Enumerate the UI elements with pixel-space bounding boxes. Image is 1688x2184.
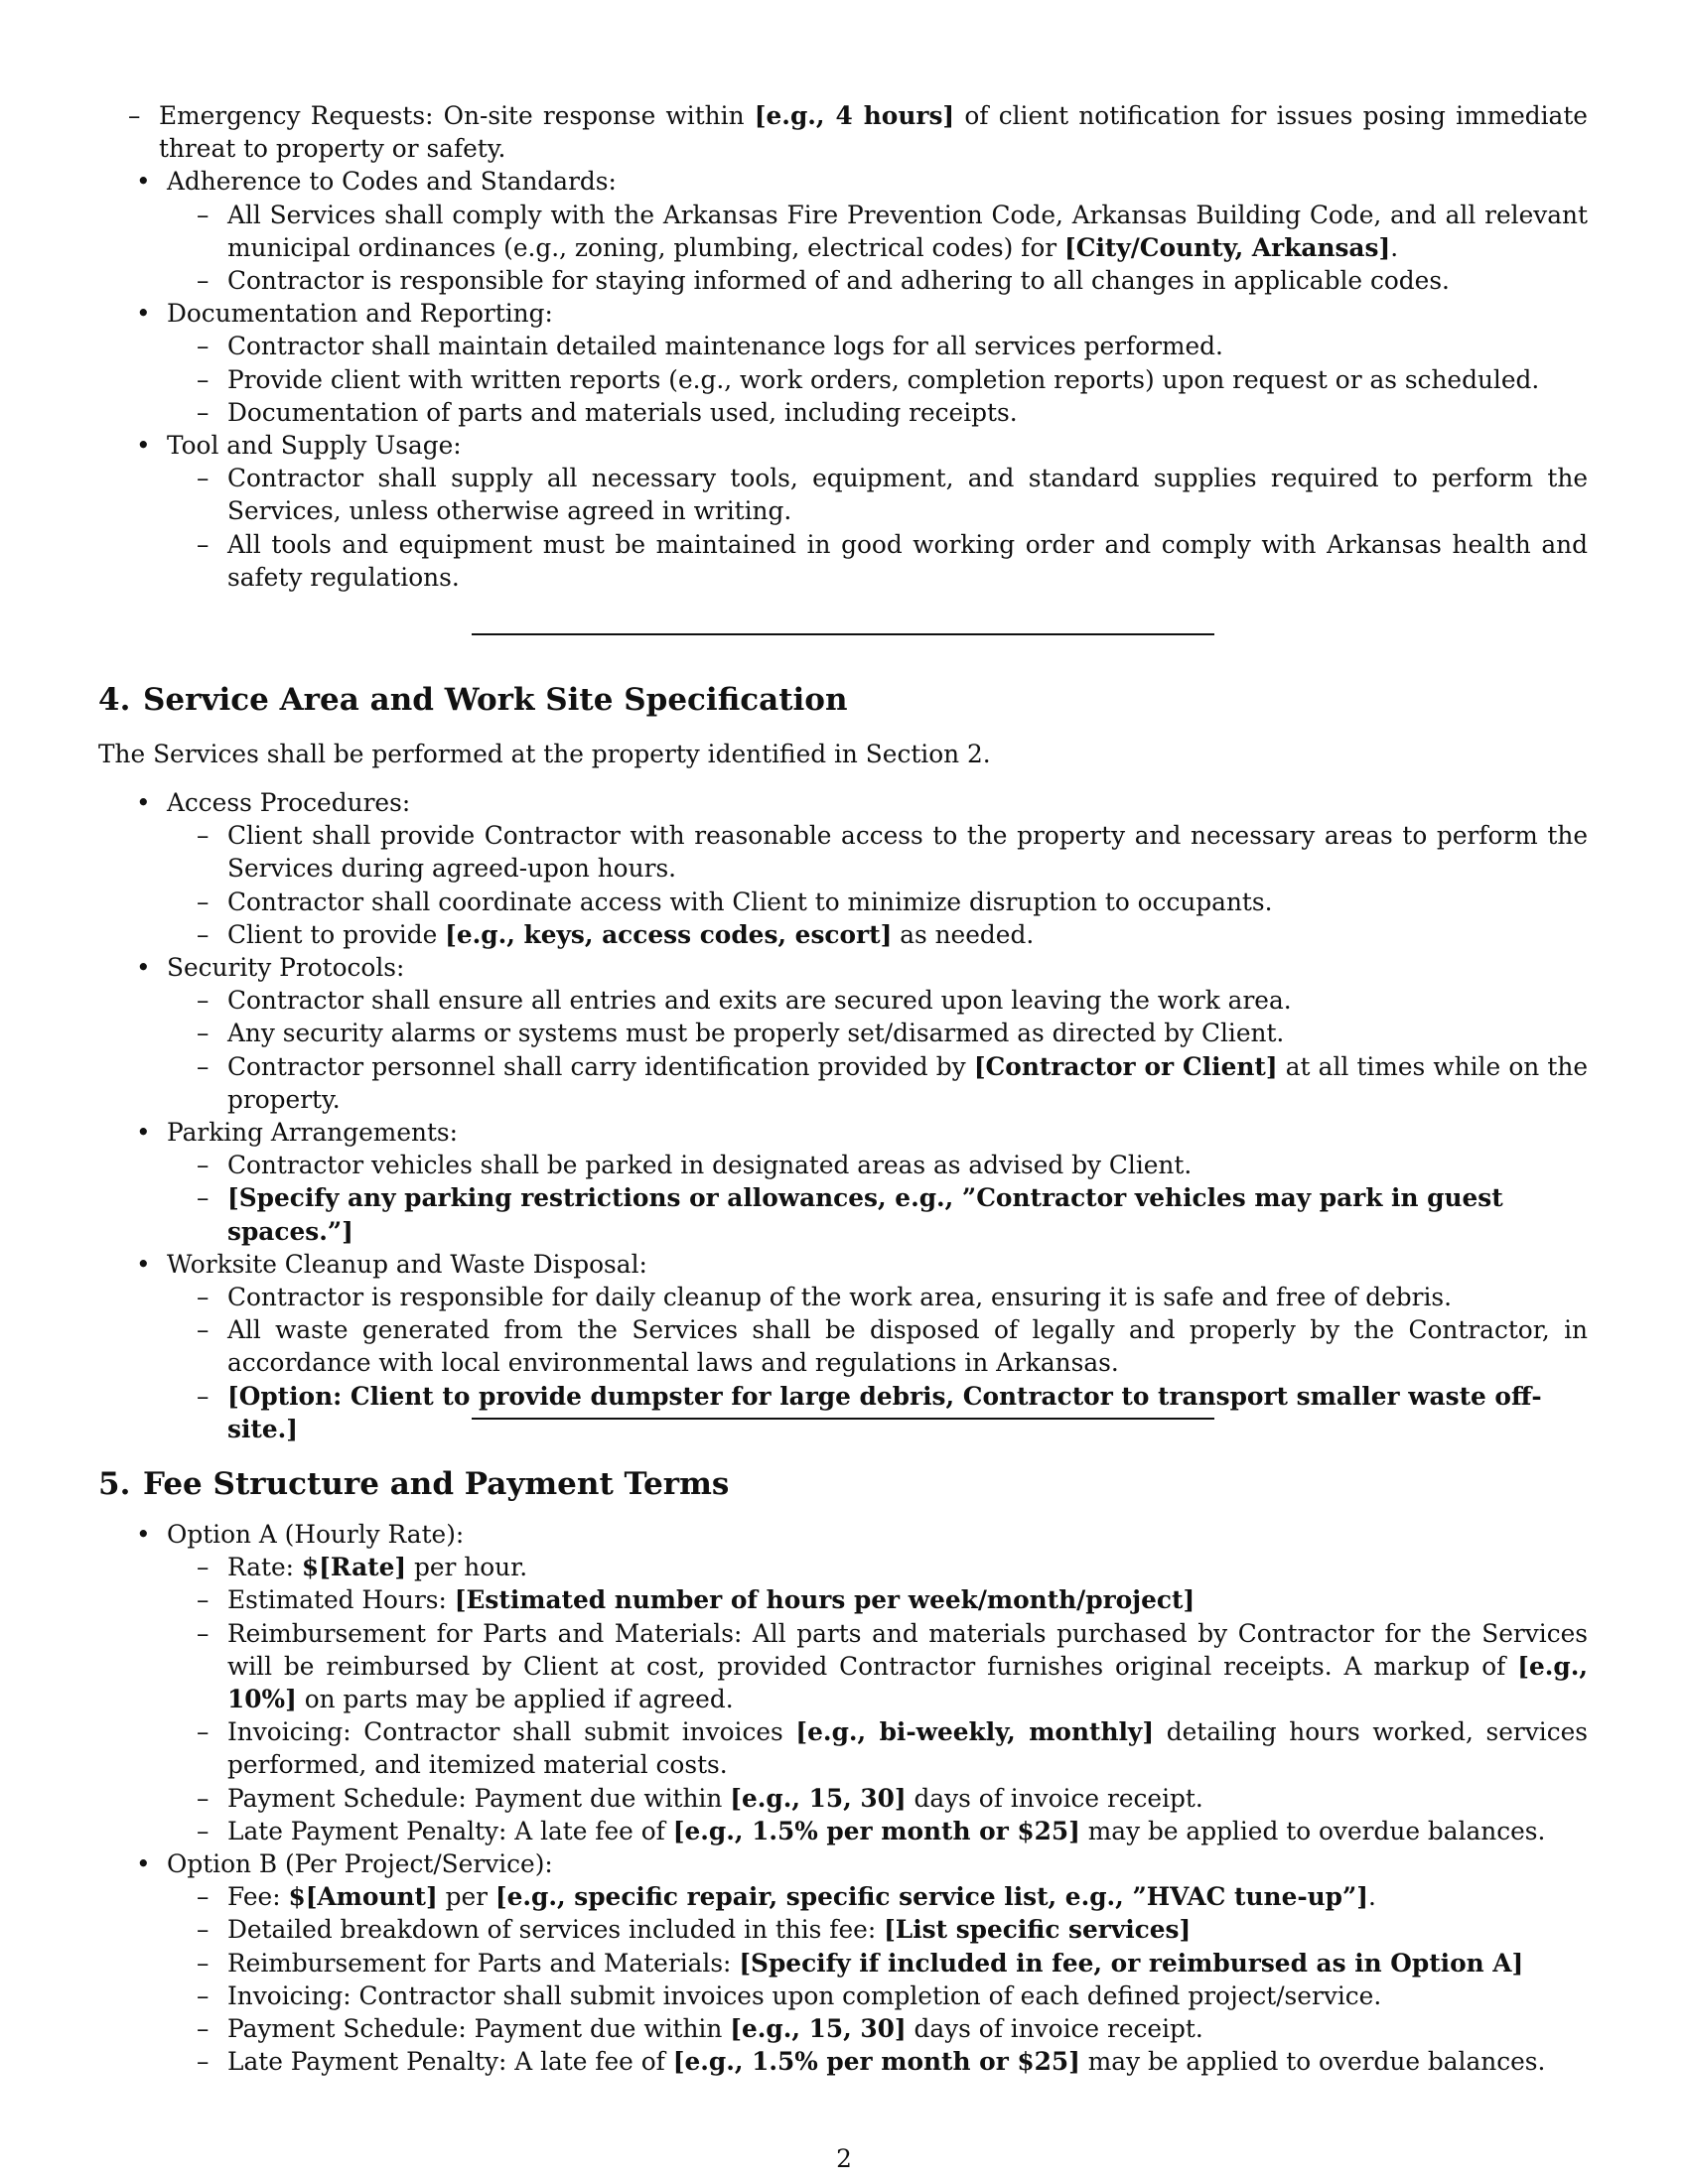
list-item: – Contractor shall supply all necessary tools, equipment, and standard supplies required to perform the Services, unless otherwise agreed in writing. (167, 462, 1588, 527)
list-item: – Detailed breakdown of services included in this fee: [List specific services] (167, 1913, 1588, 1946)
list-item: – Any security alarms or systems must be properly set/disarmed as directed by Client. (167, 1017, 1588, 1049)
list-section-4 (98, 786, 1588, 1445)
list-item-parking: • Parking Arrangements: – Contractor vehicles shall be parked in designated areas as advised by Client. – [Specify any parking restrictions or allowances, e.g., ”Contractor vehicles may park in guest spaces.”] (98, 1116, 1588, 1248)
section-divider (472, 1418, 1214, 1420)
list-item: – [Specify any parking restrictions or allowances, e.g., ”Contractor vehicles may park in guest spaces.”] (167, 1181, 1588, 1247)
list-item: – Contractor personnel shall carry identification provided by [Contractor or Client] at all times while on the property. (167, 1050, 1588, 1116)
list-item-documentation: • Documentation and Reporting: – Contractor shall maintain detailed maintenance logs for all services performed. – Provide client with written reports (e.g., work orders, completion reports) upon request or as scheduled. – Documentation of parts and materials used, including receipts. (98, 297, 1588, 429)
section-3-continuation (98, 99, 1588, 594)
list-item: – Contractor vehicles shall be parked in designated areas as advised by Client. (167, 1149, 1588, 1181)
list-item-security: • Security Protocols: – Contractor shall ensure all entries and exits are secured upon leaving the work area. – Any security alarms or systems must be properly set/disarmed as directed by Client. – Contractor personnel shall carry identification provided by [Contractor or Client] at all times while on the property. (98, 951, 1588, 1116)
list-item: – Documentation of parts and materials used, including receipts. (167, 396, 1588, 429)
list-item: – Invoicing: Contractor shall submit invoices upon completion of each defined project/service. (167, 1979, 1588, 2012)
list-item: – Late Payment Penalty: A late fee of [e.g., 1.5% per month or $25] may be applied to overdue balances. (167, 2045, 1588, 2078)
page-number: 2 (836, 2144, 852, 2173)
list-item: – Invoicing: Contractor shall submit invoices [e.g., bi-weekly, monthly] detailing hours worked, services performed, and itemized material costs. (167, 1715, 1588, 1781)
list-item: – Rate: $[Rate] per hour. (167, 1551, 1588, 1583)
list-item: – Reimbursement for Parts and Materials: All parts and materials purchased by Contractor for the Services will be reimbursed by Client at cost, provided Contractor furnishes original receipts. A markup of [e.g., 10%] on parts may be applied if agreed. (167, 1617, 1588, 1716)
sublist-cleanup (167, 1281, 1588, 1445)
list-item: – Contractor is responsible for daily cleanup of the work area, ensuring it is safe and free of debris. (167, 1281, 1588, 1313)
list-item: – Client shall provide Contractor with reasonable access to the property and necessary areas to perform the Services during agreed-upon hours. (167, 819, 1588, 885)
list-item: – Reimbursement for Parts and Materials: [Specify if included in fee, or reimbursed as in Option A] (167, 1947, 1588, 1979)
list-section-5 (98, 1518, 1588, 2078)
list-item: – Provide client with written reports (e.g., work orders, completion reports) upon request or as scheduled. (167, 363, 1588, 396)
list-item: – Payment Schedule: Payment due within [e.g., 15, 30] days of invoice receipt. (167, 1782, 1588, 1815)
list-item: – Contractor shall ensure all entries and exits are secured upon leaving the work area. (167, 984, 1588, 1017)
section-4-list-container (98, 786, 1588, 1445)
sublist-response (98, 99, 1588, 165)
list-item-option-a: • Option A (Hourly Rate): – Rate: $[Rate] per hour. – Estimated Hours: [Estimated number of hours per week/month/project] – Reimbursement for Parts and Materials: All parts and materials purchased by Contractor for the Services will be reimbursed by Client at cost, provided Contractor furnishes original receipts. A markup of [e.g., 10%] on parts may be applied if agreed. – Invoicing: Contractor shall submit invoices [e.g., bi-weekly, monthly] detailing hours worked, services performed, and itemized material costs. – Payment Schedule: Payment due within [e.g., 15, 30] days of invoice receipt. – Late Payment Penalty: A late fee of [e.g., 1.5% per month or $25] may be applied to overdue balances. (98, 1518, 1588, 1847)
sublist-tools (167, 462, 1588, 594)
sublist-codes (167, 199, 1588, 298)
section-divider (472, 633, 1214, 635)
list-item-option-b: • Option B (Per Project/Service): – Fee: $[Amount] per [e.g., specific repair, specific service list, e.g., ”HVAC tune-up”]. – Detailed breakdown of services included in this fee: [List specific services] – Reimbursement for Parts and Materials: [Specify if included in fee, or reimbursed as in Option A] – Invoicing: Contractor shall submit invoices upon completion of each defined project/service. – Payment Schedule: Payment due within [e.g., 15, 30] days of invoice receipt. – Late Payment Penalty: A late fee of [e.g., 1.5% per month or $25] may be applied to overdue balances. (98, 1847, 1588, 2078)
list-item: – All tools and equipment must be maintained in good working order and comply with Arkansas health and safety regulations. (167, 528, 1588, 594)
sublist-access (167, 819, 1588, 951)
section-4-intro: The Services shall be performed at the property identified in Section 2. (98, 740, 991, 768)
sublist-parking (167, 1149, 1588, 1248)
list-item: – Contractor shall maintain detailed maintenance logs for all services performed. (167, 330, 1588, 362)
list-item: – Contractor shall coordinate access with Client to minimize disruption to occupants. (167, 886, 1588, 918)
sublist-option-b (167, 1880, 1588, 2078)
list-item: – [Option: Client to provide dumpster for large debris, Contractor to transport smaller waste off-site.] (167, 1380, 1588, 1445)
list-item: – Contractor is responsible for staying informed of and adhering to all changes in applicable codes. (167, 264, 1588, 297)
list-item: – Payment Schedule: Payment due within [e.g., 15, 30] days of invoice receipt. (167, 2012, 1588, 2045)
sublist-documentation (167, 330, 1588, 429)
list-item-access: • Access Procedures: – Client shall provide Contractor with reasonable access to the property and necessary areas to perform the Services during agreed-upon hours. – Contractor shall coordinate access with Client to minimize disruption to occupants. – Client to provide [e.g., keys, access codes, escort] as needed. (98, 786, 1588, 951)
section-4-heading: 4. Service Area and Work Site Specification (98, 682, 848, 718)
list-item: – All waste generated from the Services shall be disposed of legally and properly by the Contractor, in accordance with local environmental laws and regulations in Arkansas. (167, 1313, 1588, 1379)
list-item-codes: • Adherence to Codes and Standards: – All Services shall comply with the Arkansas Fire Prevention Code, Arkansas Building Code, and all relevant municipal ordinances (e.g., zoning, plumbing, electrical codes) for [City/County, Arkansas]. – Contractor is responsible for staying informed of and adhering to all changes in applicable codes. (98, 165, 1588, 297)
list-item-cleanup: • Worksite Cleanup and Waste Disposal: – Contractor is responsible for daily cleanup of the work area, ensuring it is safe and free of debris. – All waste generated from the Services shall be disposed of legally and properly by the Contractor, in accordance with local environmental laws and regulations in Arkansas. – [Option: Client to provide dumpster for large debris, Contractor to transport smaller waste off-site.] (98, 1248, 1588, 1445)
list-item: – All Services shall comply with the Arkansas Fire Prevention Code, Arkansas Building Code, and all relevant municipal ordinances (e.g., zoning, plumbing, electrical codes) for [City/County, Arkansas]. (167, 199, 1588, 264)
list-item: – Fee: $[Amount] per [e.g., specific repair, specific service list, e.g., ”HVAC tune-up”]. (167, 1880, 1588, 1913)
section-5-heading: 5. Fee Structure and Payment Terms (98, 1466, 730, 1502)
list-item-emergency: – Emergency Requests: On-site response within [e.g., 4 hours] of client notification for issues posing immediate threat to property or safety. (98, 99, 1588, 165)
list-section-3 (98, 165, 1588, 594)
section-5-list-container (98, 1518, 1588, 2078)
list-item: – Late Payment Penalty: A late fee of [e.g., 1.5% per month or $25] may be applied to overdue balances. (167, 1815, 1588, 1847)
sublist-option-a (167, 1551, 1588, 1847)
list-item: – Client to provide [e.g., keys, access codes, escort] as needed. (167, 918, 1588, 951)
list-item: – Estimated Hours: [Estimated number of hours per week/month/project] (167, 1583, 1588, 1616)
sublist-security (167, 984, 1588, 1116)
list-item-tools: • Tool and Supply Usage: – Contractor shall supply all necessary tools, equipment, and standard supplies required to perform the Services, unless otherwise agreed in writing. – All tools and equipment must be maintained in good working order and comply with Arkansas health and safety regulations. (98, 429, 1588, 594)
